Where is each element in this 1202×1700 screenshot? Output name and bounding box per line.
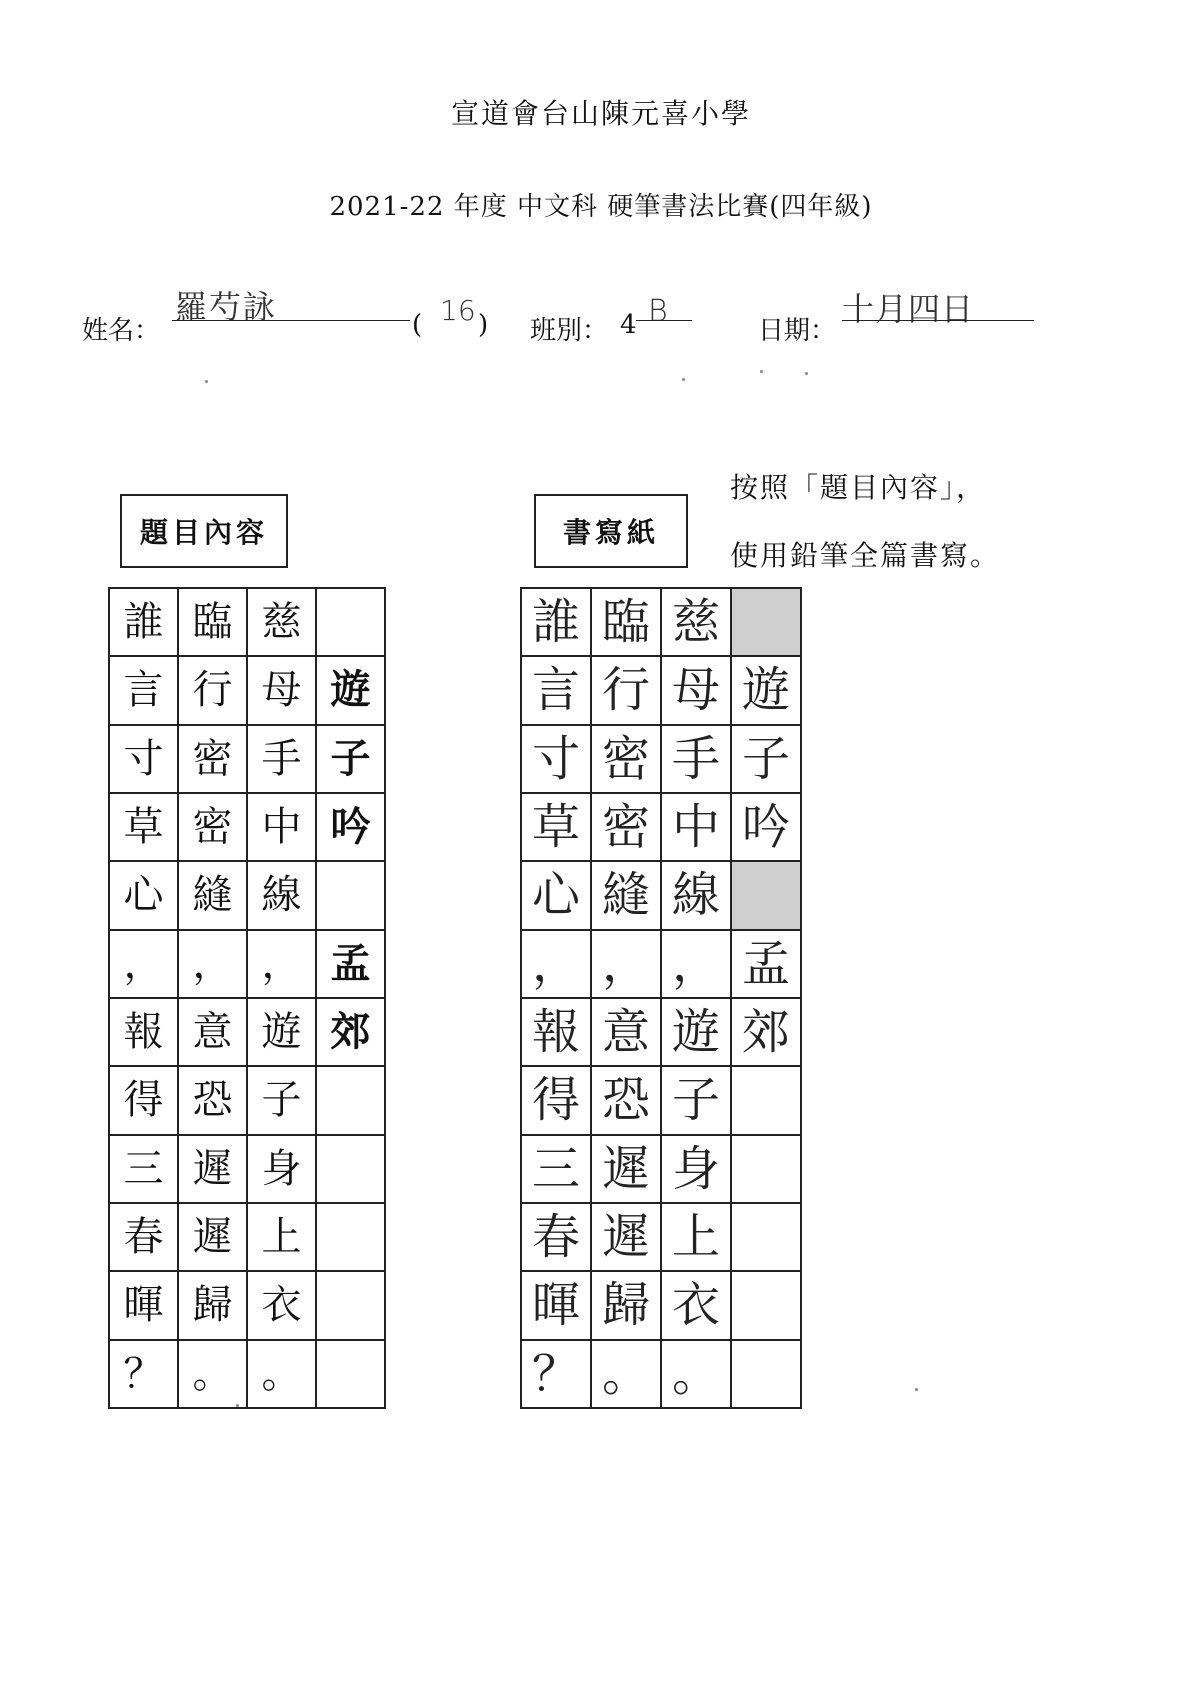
grid-row bbox=[521, 793, 801, 861]
grid-cell bbox=[316, 588, 385, 656]
grid-cell: 遊 bbox=[316, 656, 385, 724]
grid-cell: 草 bbox=[521, 793, 591, 861]
grid-row bbox=[521, 588, 801, 656]
grid-row bbox=[109, 588, 385, 656]
grid-cell bbox=[731, 1203, 801, 1271]
grid-cell: ？ bbox=[109, 1340, 178, 1408]
grid-cell: 春 bbox=[521, 1203, 591, 1271]
grid-cell: 心 bbox=[521, 861, 591, 929]
class-underline bbox=[636, 320, 692, 321]
grid-cell: 孟 bbox=[316, 930, 385, 998]
grid-cell: 臨 bbox=[178, 588, 247, 656]
grid-cell bbox=[731, 861, 801, 929]
class-label: 班別： bbox=[530, 316, 609, 346]
scan-speck bbox=[760, 370, 763, 373]
grid-row bbox=[109, 1340, 385, 1408]
grid-cell: 草 bbox=[109, 793, 178, 861]
grid-cell: ， bbox=[521, 930, 591, 998]
grid-cell: 中 bbox=[661, 793, 731, 861]
grid-cell: 母 bbox=[247, 656, 316, 724]
scan-speck bbox=[915, 1388, 918, 1391]
grid-cell: 縫 bbox=[591, 861, 661, 929]
scan-speck bbox=[205, 380, 208, 383]
grid-cell: 恐 bbox=[591, 1066, 661, 1134]
grid-cell: 衣 bbox=[247, 1271, 316, 1339]
grid-row bbox=[521, 998, 801, 1066]
instruction-line-1: 按照「題目內容」， bbox=[730, 471, 987, 504]
grid-cell: 歸 bbox=[178, 1271, 247, 1339]
grid-cell: 遲 bbox=[178, 1135, 247, 1203]
grid-cell bbox=[731, 1135, 801, 1203]
grid-cell: ， bbox=[661, 930, 731, 998]
grid-row bbox=[521, 861, 801, 929]
instruction-line-2: 使用鉛筆全篇書寫。 bbox=[730, 539, 1001, 572]
grid-cell bbox=[731, 1340, 801, 1408]
grid-cell: 得 bbox=[109, 1066, 178, 1134]
grid-row bbox=[109, 793, 385, 861]
grid-cell: 言 bbox=[109, 656, 178, 724]
grid-cell: 歸 bbox=[591, 1271, 661, 1339]
grid-row bbox=[109, 1203, 385, 1271]
grid-cell: 。 bbox=[591, 1340, 661, 1408]
grid-cell: 身 bbox=[247, 1135, 316, 1203]
grid-cell: 上 bbox=[661, 1203, 731, 1271]
grid-cell: 密 bbox=[591, 793, 661, 861]
class-prefix: 4 bbox=[620, 310, 637, 340]
grid-cell: 報 bbox=[109, 998, 178, 1066]
grid-cell: 三 bbox=[109, 1135, 178, 1203]
prompt-box-title: 題目內容 bbox=[120, 494, 288, 568]
grid-cell bbox=[316, 1340, 385, 1408]
grid-row bbox=[109, 725, 385, 793]
number-value: 16 bbox=[440, 294, 476, 327]
grid-cell: 遊 bbox=[731, 656, 801, 724]
grid-cell: 衣 bbox=[661, 1271, 731, 1339]
grid-cell: 子 bbox=[661, 1066, 731, 1134]
grid-cell: 遲 bbox=[591, 1203, 661, 1271]
grid-cell bbox=[316, 1203, 385, 1271]
grid-row bbox=[109, 930, 385, 998]
grid-cell: 誰 bbox=[109, 588, 178, 656]
grid-row bbox=[521, 1066, 801, 1134]
grid-cell: 報 bbox=[521, 998, 591, 1066]
grid-cell: 意 bbox=[591, 998, 661, 1066]
grid-cell: 三 bbox=[521, 1135, 591, 1203]
date-underline bbox=[842, 320, 1034, 321]
grid-cell: 子 bbox=[316, 725, 385, 793]
grid-row bbox=[109, 998, 385, 1066]
grid-cell: 春 bbox=[109, 1203, 178, 1271]
grid-cell bbox=[316, 861, 385, 929]
grid-cell: 行 bbox=[178, 656, 247, 724]
grid-cell: 行 bbox=[591, 656, 661, 724]
grid-cell: 心 bbox=[109, 861, 178, 929]
grid-row bbox=[109, 1066, 385, 1134]
class-value: B bbox=[648, 294, 668, 329]
grid-cell bbox=[316, 1271, 385, 1339]
grid-cell: 縫 bbox=[178, 861, 247, 929]
name-underline bbox=[172, 320, 410, 321]
grid-cell: 寸 bbox=[521, 725, 591, 793]
grid-cell: 。 bbox=[178, 1340, 247, 1408]
grid-cell: 吟 bbox=[316, 793, 385, 861]
grid-cell: ， bbox=[109, 930, 178, 998]
grid-cell: 線 bbox=[247, 861, 316, 929]
grid-row bbox=[109, 656, 385, 724]
number-close: ) bbox=[478, 310, 489, 340]
grid-cell: 子 bbox=[247, 1066, 316, 1134]
grid-row bbox=[109, 1271, 385, 1339]
grid-cell: 恐 bbox=[178, 1066, 247, 1134]
name-value: 羅芍詠 bbox=[175, 288, 278, 326]
grid-row bbox=[521, 1135, 801, 1203]
grid-cell: 臨 bbox=[591, 588, 661, 656]
prompt-grid bbox=[108, 587, 386, 1409]
grid-cell: 意 bbox=[178, 998, 247, 1066]
grid-cell: 遊 bbox=[661, 998, 731, 1066]
grid-cell bbox=[316, 1135, 385, 1203]
scan-speck bbox=[682, 378, 685, 381]
grid-cell bbox=[316, 1066, 385, 1134]
grid-cell: ， bbox=[247, 930, 316, 998]
grid-cell: 得 bbox=[521, 1066, 591, 1134]
grid-cell: 誰 bbox=[521, 588, 591, 656]
grid-cell: 郊 bbox=[316, 998, 385, 1066]
grid-cell bbox=[731, 1271, 801, 1339]
grid-cell: 密 bbox=[591, 725, 661, 793]
scan-speck bbox=[805, 372, 808, 375]
grid-cell: 孟 bbox=[731, 930, 801, 998]
writing-box-title: 書寫紙 bbox=[534, 494, 688, 568]
grid-cell: 密 bbox=[178, 725, 247, 793]
scan-speck bbox=[236, 1404, 239, 1407]
grid-cell: 遊 bbox=[247, 998, 316, 1066]
grid-row bbox=[521, 725, 801, 793]
grid-cell: 。 bbox=[661, 1340, 731, 1408]
grid-cell: 子 bbox=[731, 725, 801, 793]
grid-cell: 暉 bbox=[521, 1271, 591, 1339]
grid-cell: 母 bbox=[661, 656, 731, 724]
grid-cell bbox=[731, 1066, 801, 1134]
grid-cell: 遲 bbox=[591, 1135, 661, 1203]
grid-cell: ？ bbox=[521, 1340, 591, 1408]
grid-cell: 線 bbox=[661, 861, 731, 929]
grid-cell: 暉 bbox=[109, 1271, 178, 1339]
grid-row bbox=[521, 1271, 801, 1339]
grid-row bbox=[521, 1203, 801, 1271]
grid-cell: 慈 bbox=[661, 588, 731, 656]
grid-cell: 。 bbox=[247, 1340, 316, 1408]
grid-cell: ， bbox=[591, 930, 661, 998]
grid-cell: 言 bbox=[521, 656, 591, 724]
grid-cell: 慈 bbox=[247, 588, 316, 656]
grid-cell: 上 bbox=[247, 1203, 316, 1271]
grid-cell: 手 bbox=[247, 725, 316, 793]
grid-row bbox=[109, 861, 385, 929]
name-label: 姓名： bbox=[82, 316, 161, 346]
grid-row bbox=[521, 1340, 801, 1408]
event-title: 2021-22 年度 中文科 硬筆書法比賽(四年級) bbox=[329, 192, 873, 222]
grid-cell: 身 bbox=[661, 1135, 731, 1203]
grid-row bbox=[109, 1135, 385, 1203]
date-value: 十月四日 bbox=[842, 290, 975, 328]
grid-cell: 遲 bbox=[178, 1203, 247, 1271]
grid-cell: 手 bbox=[661, 725, 731, 793]
grid-cell: ， bbox=[178, 930, 247, 998]
grid-cell: 吟 bbox=[731, 793, 801, 861]
writing-grid bbox=[520, 587, 802, 1409]
school-title: 宣道會台山陳元喜小學 bbox=[450, 97, 751, 130]
grid-cell: 中 bbox=[247, 793, 316, 861]
grid-row bbox=[521, 656, 801, 724]
grid-cell: 寸 bbox=[109, 725, 178, 793]
date-label: 日期： bbox=[758, 316, 837, 346]
grid-cell: 郊 bbox=[731, 998, 801, 1066]
grid-cell: 密 bbox=[178, 793, 247, 861]
grid-cell bbox=[731, 588, 801, 656]
number-open: ( bbox=[412, 310, 423, 340]
grid-row bbox=[521, 930, 801, 998]
